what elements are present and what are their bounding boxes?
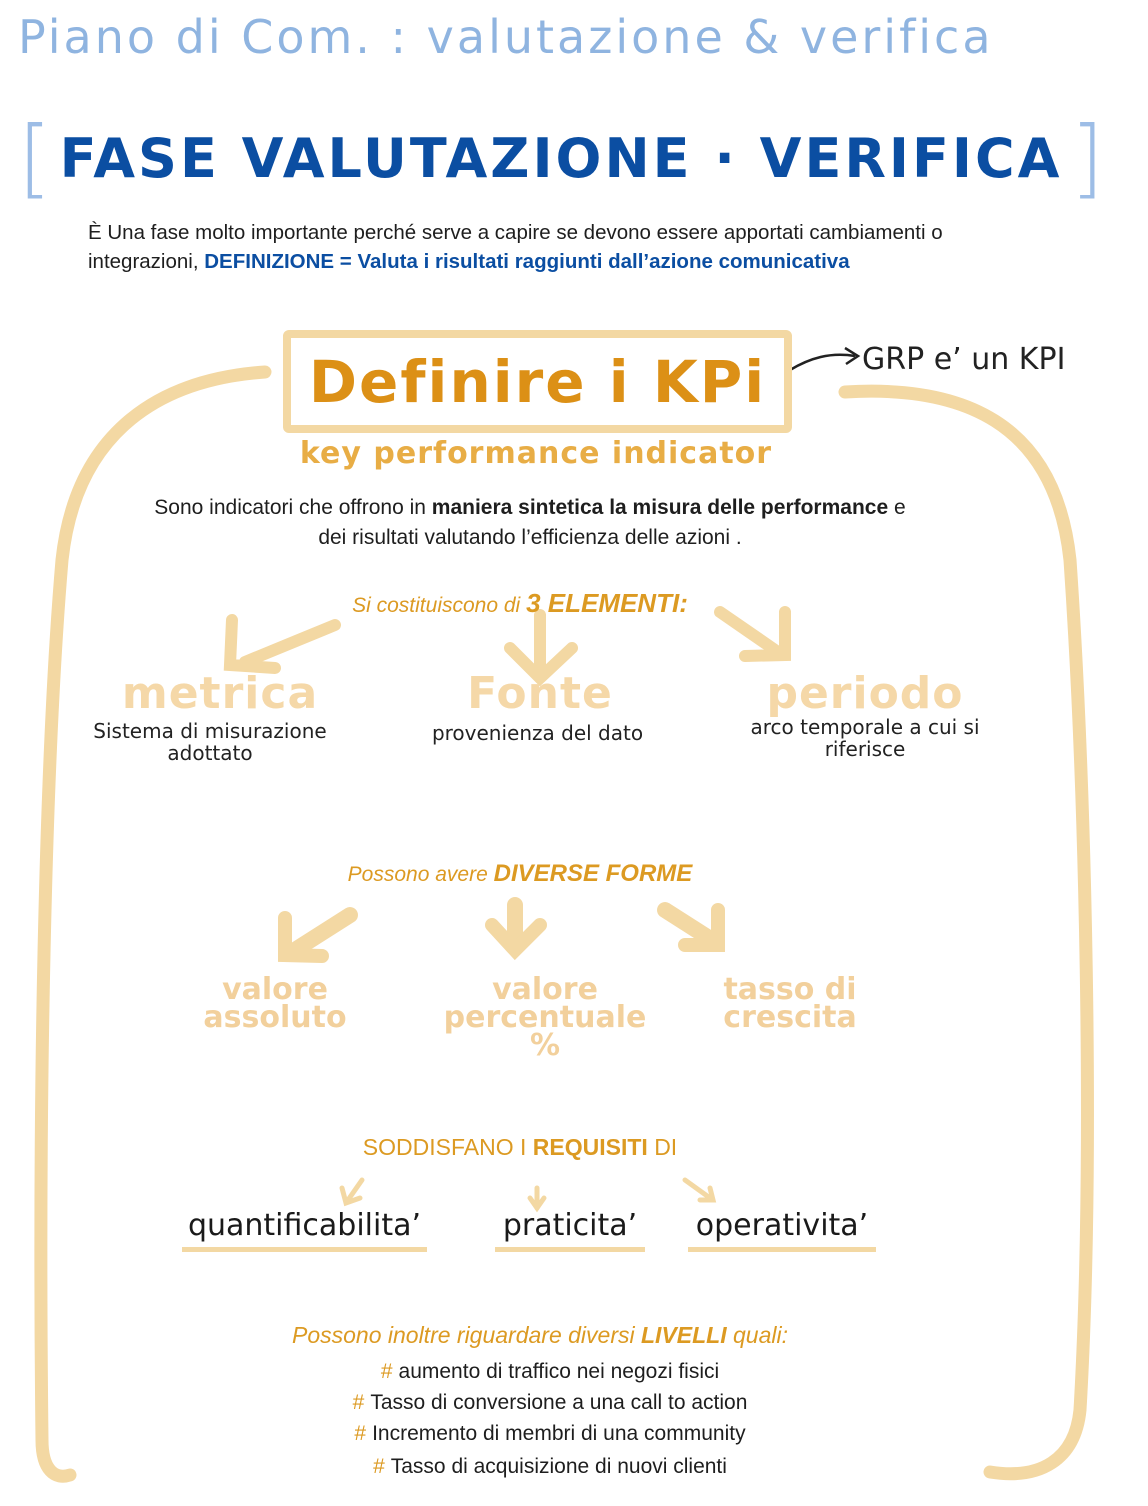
form-line: tasso di xyxy=(723,972,857,1007)
form-line: valore xyxy=(492,972,598,1007)
levels-intro xyxy=(160,1322,920,1349)
definition-text: Valuta i risultati raggiunti dall’azione comunicativa xyxy=(357,250,850,273)
hash-icon: # xyxy=(352,1391,365,1414)
page-title: Piano di Com. : valutazione & verifica xyxy=(18,10,994,64)
requirements-intro-bold: REQUISITI xyxy=(532,1134,648,1160)
section-title-text: FASE VALUTAZIONE · VERIFICA xyxy=(59,126,1063,190)
kpi-desc-part2: e dei risultati valutando l’efficienza delle azioni . xyxy=(318,496,906,549)
forms-intro-bold: DIVERSE FORME xyxy=(493,860,693,887)
hash-icon: # xyxy=(380,1360,393,1383)
element-desc-periodo: arco temporale a cui si riferisce xyxy=(750,715,980,761)
level-text: Incremento di membri di una community xyxy=(372,1422,746,1445)
form-valore-assoluto xyxy=(175,972,375,1035)
requirements-intro xyxy=(220,1134,820,1161)
form-valore-percentuale xyxy=(430,972,660,1063)
element-desc-metrica: Sistema di misurazione adottato xyxy=(93,719,327,765)
section-title xyxy=(18,108,1130,208)
kpi-title-box xyxy=(283,330,792,433)
level-text: Tasso di acquisizione di nuovi clienti xyxy=(390,1455,727,1478)
form-line: % xyxy=(529,1028,561,1063)
forms-intro xyxy=(220,860,820,888)
level-text: aumento di traffico nei negozi fisici xyxy=(398,1360,720,1383)
elements-intro-bold: 3 ELEMENTI: xyxy=(526,588,688,618)
form-line: assoluto xyxy=(203,1000,347,1035)
kpi-title: Definire i KPi xyxy=(308,347,767,416)
requirement-praticita: praticita’ xyxy=(495,1208,645,1252)
form-line: percentuale xyxy=(443,1000,647,1035)
open-bracket: [ xyxy=(18,108,52,208)
kpi-desc-part1: Sono indicatori che offrono in xyxy=(154,496,426,519)
definition-label: DEFINIZIONE xyxy=(204,250,335,273)
intro-paragraph xyxy=(88,218,1048,276)
forms-intro-text: Possono avere xyxy=(347,863,488,886)
element-name-metrica: metrica xyxy=(121,668,319,719)
form-tasso-crescita xyxy=(690,972,890,1035)
elements-intro xyxy=(220,588,820,619)
kpi-note: GRP e’ un KPI xyxy=(862,342,1066,377)
element-name-fonte: Fonte xyxy=(467,668,613,719)
elements-intro-text: Si costituiscono di xyxy=(352,594,521,617)
requirements-intro-text: SODDISFANO I xyxy=(362,1134,527,1160)
requirements-intro-end: DI xyxy=(654,1134,678,1160)
levels-intro-text: Possono inoltre riguardare diversi xyxy=(291,1322,635,1348)
form-line: valore xyxy=(222,972,328,1007)
kpi-description xyxy=(150,493,910,553)
levels-intro-bold: LIVELLI xyxy=(641,1322,727,1348)
form-line: crescita xyxy=(723,1000,857,1035)
kpi-desc-bold: maniera sintetica la misura delle performance xyxy=(431,496,889,519)
level-text: Tasso di conversione a una call to action xyxy=(370,1391,748,1414)
element-name-periodo: periodo xyxy=(766,668,964,719)
list-item xyxy=(200,1360,900,1384)
levels-intro-end: quali: xyxy=(733,1322,788,1348)
element-desc-fonte: provenienza del dato xyxy=(431,721,644,745)
intro-text: È Una fase molto importante perché serve a capire se devono essere apportati cambiamenti o integrazioni, xyxy=(88,221,943,273)
requirement-quantificabilita: quantificabilita’ xyxy=(182,1208,427,1252)
list-item xyxy=(200,1391,900,1415)
hash-icon: # xyxy=(354,1422,367,1445)
requirement-operativita: operativita’ xyxy=(688,1208,876,1252)
kpi-subtitle: key performance indicator xyxy=(299,436,773,471)
definition-equals: = xyxy=(339,250,352,273)
close-bracket: ] xyxy=(1070,108,1104,208)
hash-icon: # xyxy=(373,1455,385,1478)
list-item xyxy=(200,1455,900,1479)
list-item xyxy=(200,1422,900,1446)
